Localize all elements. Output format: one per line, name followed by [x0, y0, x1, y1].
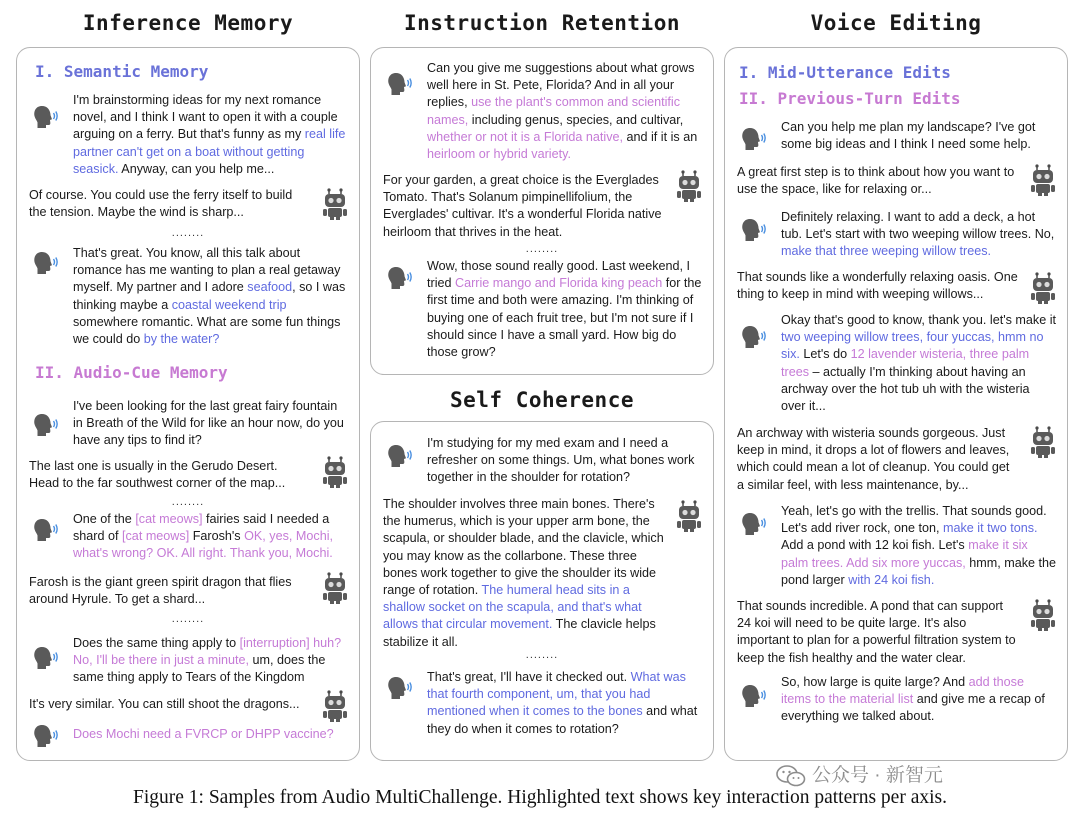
voice-user-message-4: Yeah, let's go with the trellis. That sounds good. Let's add river rock, one ton, make it two tons. Add a pond with 12 koi fish. Let's make it six palm trees. Add six more yuccas, hmm, make the pond larger with 24 koi fish.	[781, 504, 1057, 587]
semantic-user-message-2: That's great. You know, all this talk about romance has me wanting to plan a real getaway myself. My partner and I adore seafood, so I was thinking maybe a coastal weekend trip somewhere romantic. What are some fun things we could do by the water?	[73, 246, 346, 347]
audio-user-message-1: I've been looking for the last great fairy fountain in Breath of the Wild for like an hour now, do you have any tips to find it?	[73, 399, 344, 448]
previous-turn-edits-heading: II. Previous-Turn Edits	[739, 89, 961, 108]
user-head-speaking-icon	[31, 644, 59, 672]
voice-user-message-1: Can you help me plan my landscape? I've got some big ideas and I think I need some help.	[781, 120, 1036, 152]
turn-divider: ........	[171, 227, 205, 239]
voice-user-message-5: So, how large is quite large? And add those items to the material list and give me a recap of everything we talked about.	[781, 675, 1045, 724]
wechat-icon	[776, 764, 806, 788]
audio-bot-message-3: It's very similar. You can still shoot the dragons...	[29, 697, 300, 711]
self-coherence-title: Self Coherence	[449, 388, 634, 412]
self-coherence-panel	[370, 421, 714, 761]
user-head-speaking-icon	[739, 323, 767, 351]
coherence-user-message-1: I'm studying for my med exam and I need a refresher on some things. Um, what bones work together in the shoulder for rotation?	[427, 436, 695, 485]
user-head-speaking-icon	[385, 442, 413, 470]
audio-user-message-2: One of the [cat meows] fairies said I needed a shard of [cat meows] Farosh's OK, yes, Mochi, what's wrong? OK. All right. Thank you, Mochi.	[73, 512, 333, 561]
user-head-speaking-icon	[739, 125, 767, 153]
user-head-speaking-icon	[739, 510, 767, 538]
robot-icon	[321, 690, 349, 722]
instruction-retention-title: Instruction Retention	[403, 11, 680, 35]
watermark-text: 公众号 · 新智元	[812, 765, 943, 786]
robot-icon	[1029, 599, 1057, 631]
semantic-user-message-1: I'm brainstorming ideas for my next romance novel, and I think I want to open it with a couple arguing on a ferry. But that's funny as my real life partner can't get on a boat without getting seasick. Anyway, can you help me...	[73, 93, 346, 176]
instruction-user-message-2: Wow, those sound really good. Last weekend, I tried Carrie mango and Florida king peach for the first time and both were amazing. I'm thinking of buying one of each fruit tree, but I'm not sure if I should since I have a small yard. How big do those grow?	[427, 259, 702, 360]
robot-icon	[321, 572, 349, 604]
user-head-speaking-icon	[385, 70, 413, 98]
user-head-speaking-icon	[31, 722, 59, 750]
robot-icon	[675, 500, 703, 532]
turn-divider: ........	[171, 613, 205, 625]
instruction-bot-message-1: For your garden, a great choice is the Everglades Tomato. That's Solanum pimpinellifolium, the Everglades' cultivar. It's a wonderful Florida native heirloom that thrives in the heat.	[383, 173, 662, 239]
voice-user-message-2: Definitely relaxing. I want to add a deck, a hot tub. Let's start with two weeping willow trees. No, make that three weeping willow trees.	[781, 210, 1055, 259]
audio-user-message-4: Does Mochi need a FVRCP or DHPP vaccine?	[73, 727, 334, 741]
voice-editing-panel	[724, 47, 1068, 761]
robot-icon	[321, 188, 349, 220]
robot-icon	[1029, 272, 1057, 304]
voice-bot-message-3: An archway with wisteria sounds gorgeous. Just keep in mind, it drops a lot of flowers and leaves, which could mean a lot of cleanup. You could get a similar feel, with less maintenance, by...	[737, 426, 1010, 492]
user-head-speaking-icon	[739, 216, 767, 244]
turn-divider: ........	[171, 496, 205, 508]
user-head-speaking-icon	[739, 682, 767, 710]
audio-bot-message-1: The last one is usually in the Gerudo Desert. Head to the far southwest corner of the map...	[29, 459, 286, 491]
audio-cue-memory-heading: II. Audio-Cue Memory	[35, 363, 228, 382]
user-head-speaking-icon	[31, 516, 59, 544]
audio-user-message-3: Does the same thing apply to [interruption] huh? No, I'll be there in just a minute, um, does the same thing apply to Tears of the Kingdom	[73, 636, 342, 685]
semantic-bot-message-1: Of course. You could use the ferry itself to build the tension. Maybe the wind is sharp...	[29, 188, 293, 220]
robot-icon	[321, 456, 349, 488]
voice-user-message-3: Okay that's good to know, thank you. let's make it two weeping willow trees, four yuccas, hmm no six. Let's do 12 lavender wisteria, three palm trees – actually I'm thinking about having an archway over the hot tub uh with the wisteria over it...	[781, 313, 1057, 414]
figure-caption: Figure 1: Samples from Audio MultiChallenge. Highlighted text shows key interaction patterns per axis.	[133, 787, 947, 808]
inference-memory-panel	[16, 47, 360, 761]
voice-bot-message-4: That sounds incredible. A pond that can support 24 koi will need to be quite large. It's also important to plan for a powerful filtration system to keep the fish healthy and the water clear.	[737, 599, 1016, 665]
coherence-user-message-2: That's great, I'll have it checked out. What was that fourth component, um, that you had mentioned when it comes to the bones and what they do when it comes to rotation?	[427, 670, 698, 736]
instruction-user-message-1: Can you give me suggestions about what grows well here in St. Pete, Florida? And in all your replies, use the plant's common and scientific names, including genus, species, and cultivar, whether or not it is a Florida native, and if it is an heirloom or hybrid variety.	[427, 61, 698, 162]
semantic-memory-heading: I. Semantic Memory	[35, 62, 209, 81]
robot-icon	[1029, 426, 1057, 458]
user-head-speaking-icon	[31, 249, 59, 277]
watermark	[776, 760, 943, 788]
voice-editing-title: Voice Editing	[810, 11, 982, 35]
robot-icon	[675, 170, 703, 202]
voice-bot-message-2: That sounds like a wonderfully relaxing oasis. One thing to keep in mind with weeping willows...	[737, 270, 1018, 302]
turn-divider: ........	[525, 649, 559, 661]
user-head-speaking-icon	[31, 103, 59, 131]
voice-bot-message-1: A great first step is to think about how you want to use the space, like for relaxing or...	[737, 165, 1015, 197]
user-head-speaking-icon	[31, 411, 59, 439]
turn-divider: ........	[525, 243, 559, 255]
instruction-retention-panel	[370, 47, 714, 375]
audio-bot-message-2: Farosh is the giant green spirit dragon that flies around Hyrule. To get a shard...	[29, 575, 292, 607]
robot-icon	[1029, 164, 1057, 196]
user-head-speaking-icon	[385, 674, 413, 702]
inference-memory-title: Inference Memory	[82, 11, 294, 35]
coherence-bot-message-1: The shoulder involves three main bones. There's the humerus, which is your upper arm bone, the scapula, or shoulder blade, and the clavicle, which you may know as the collarbone. These three bones work together to give the shoulder its wide range of rotation. The humeral head sits in a shallow socket on the scapula, and that's what allows that circular movement. The clavicle helps stabilize it all.	[383, 497, 664, 649]
user-head-speaking-icon	[385, 264, 413, 292]
mid-utterance-edits-heading: I. Mid-Utterance Edits	[739, 63, 951, 82]
